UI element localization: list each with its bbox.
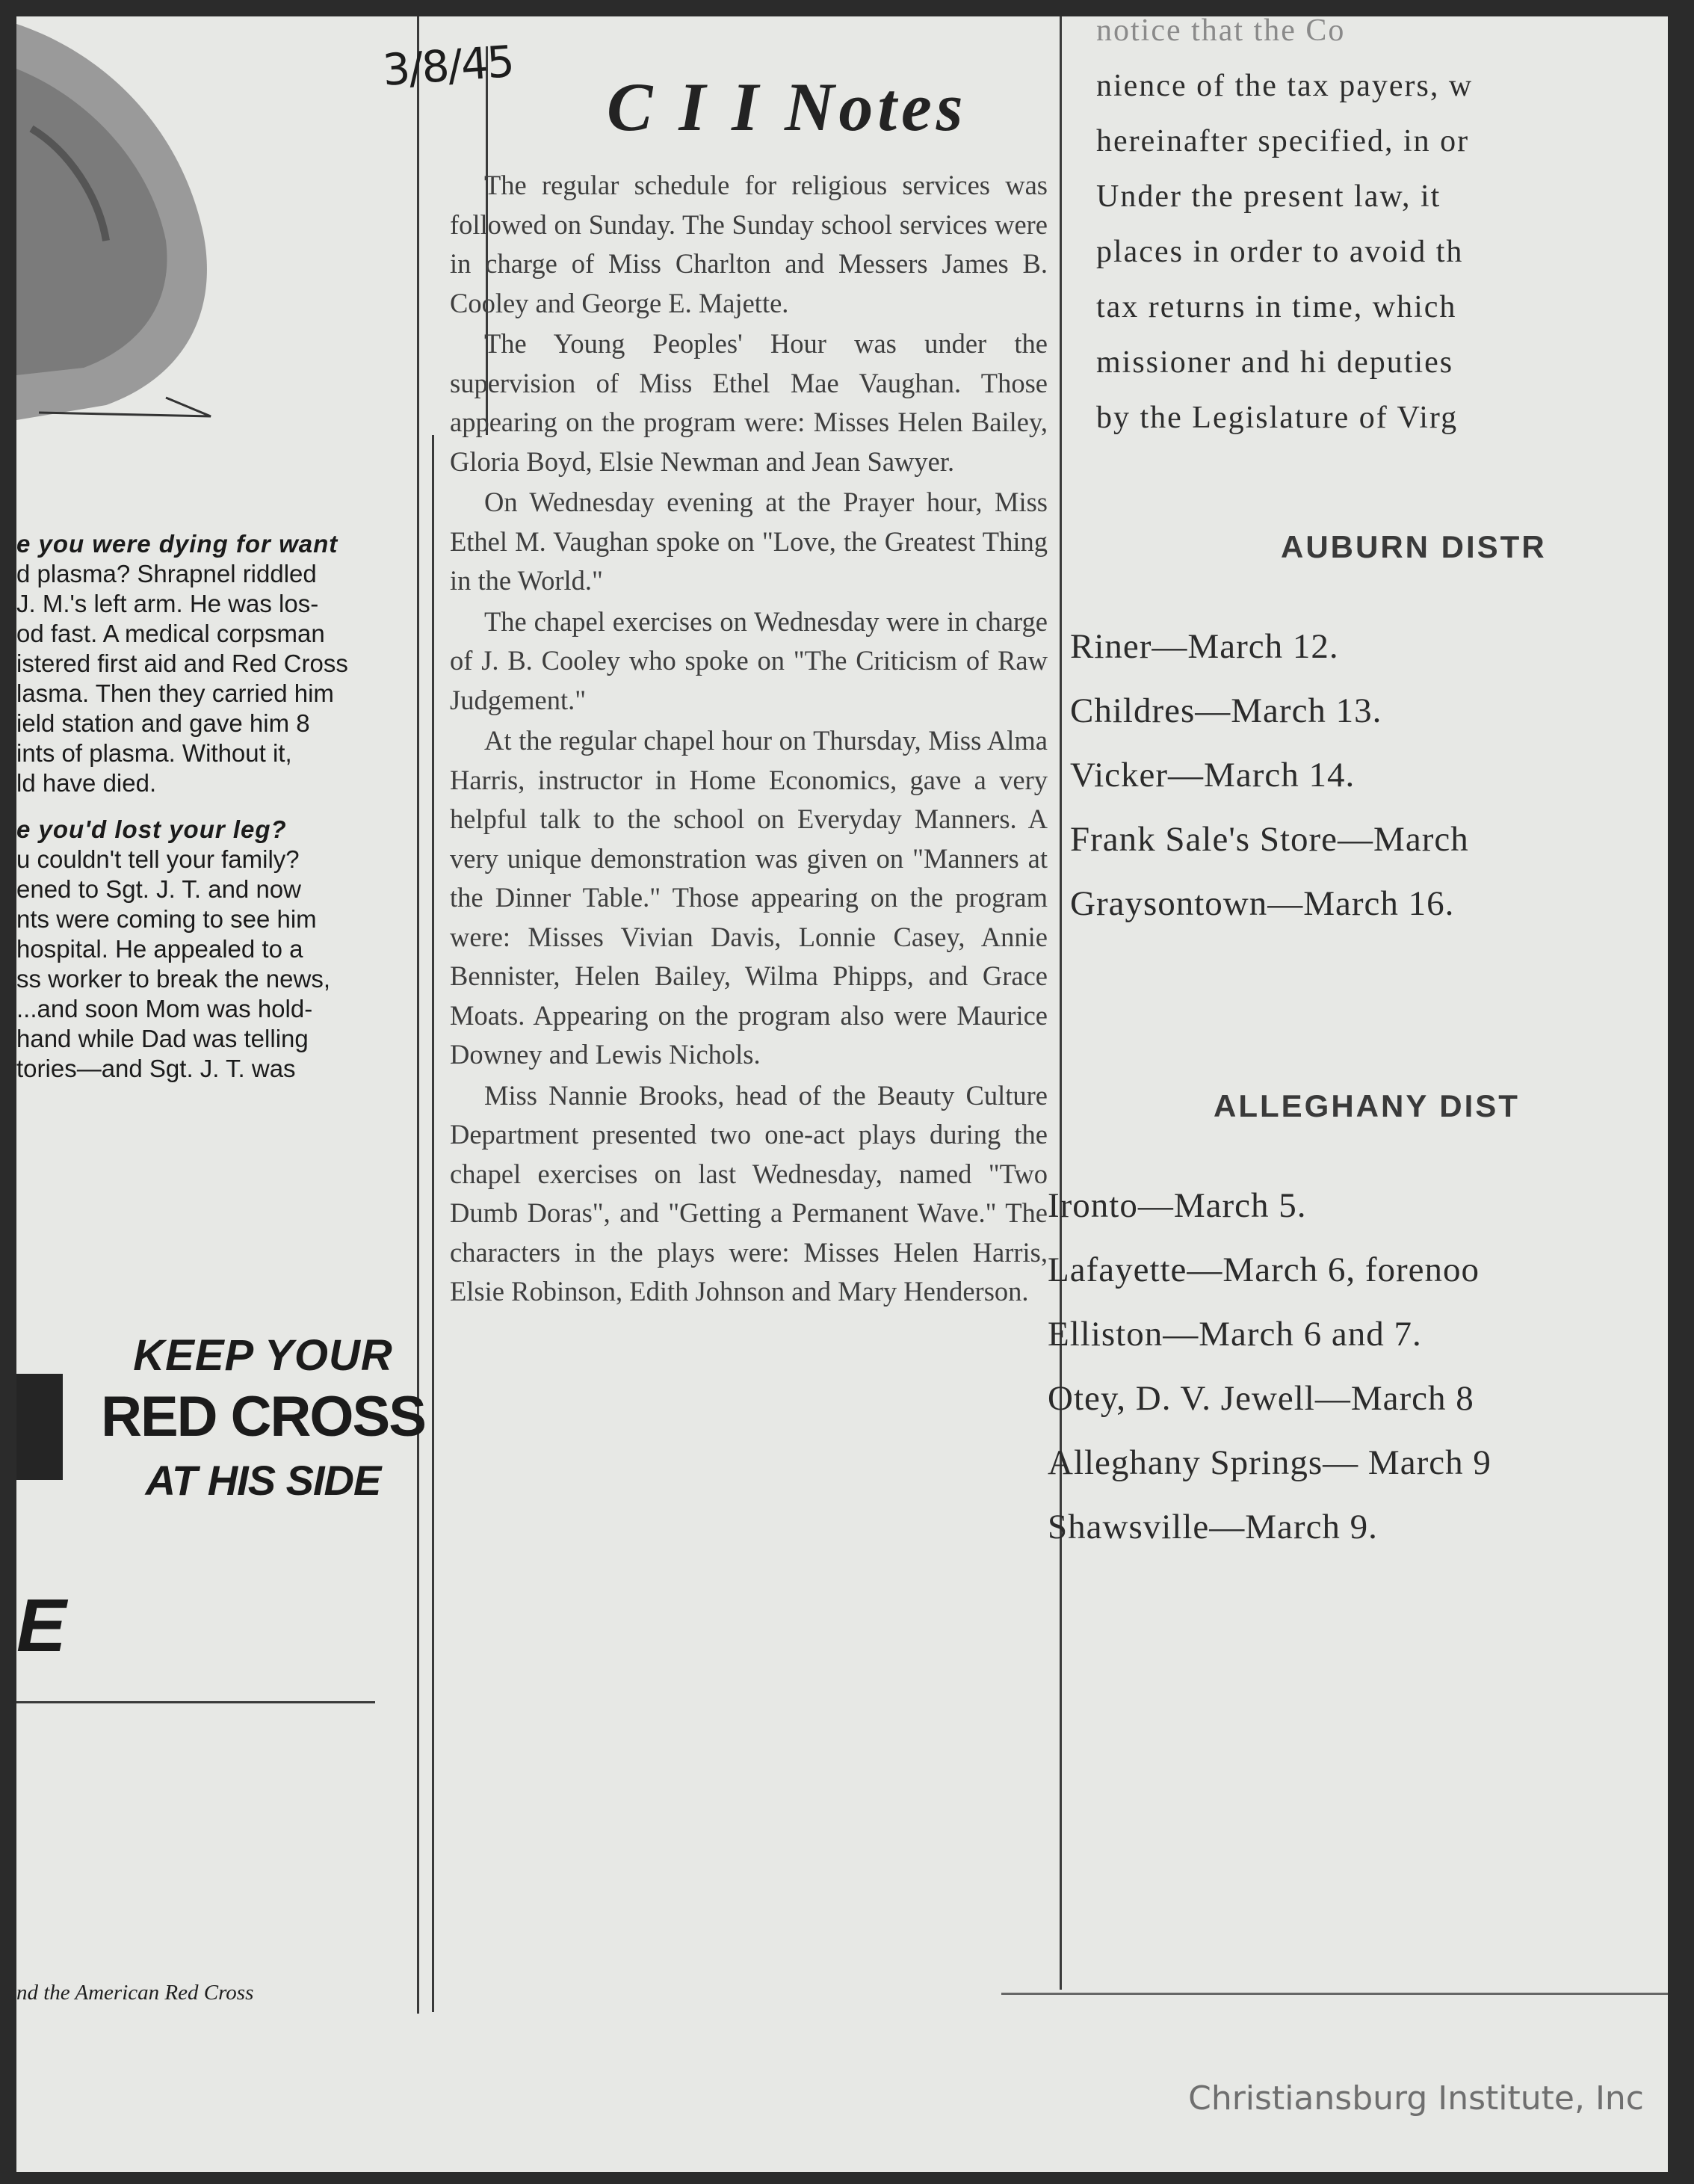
schedule-entry: Graysontown—March 16. xyxy=(1070,884,1455,923)
ad-line: istered first aid and Red Cross xyxy=(16,650,348,677)
ad-line: hospital. He appealed to a xyxy=(16,935,303,963)
notice-line: notice that the Co xyxy=(1096,13,1346,48)
schedule-entry: Alleghany Springs— March 9 xyxy=(1048,1443,1491,1482)
wounded-soldier-illustration xyxy=(16,24,233,442)
schedule-entry: Ironto—March 5. xyxy=(1048,1186,1307,1225)
column-title: C I I Notes xyxy=(607,69,968,145)
ad-line: tories—and Sgt. J. T. was xyxy=(16,1055,296,1082)
ad-big-letter: E xyxy=(16,1584,67,1668)
notice-bottom-rule xyxy=(1001,1993,1668,1995)
ad-credit-line: nd the American Red Cross xyxy=(16,1981,254,2005)
schedule-entry: Riner—March 12. xyxy=(1070,627,1339,666)
auburn-schedule xyxy=(1070,614,1469,936)
ad-line: ...and soon Mom was hold- xyxy=(16,995,313,1022)
ad-bottom-rule xyxy=(16,1701,375,1703)
ad-question-2: e you'd lost your leg? xyxy=(16,815,287,843)
column-rule-left xyxy=(417,16,419,2014)
schedule-entry: Childres—March 13. xyxy=(1070,691,1382,730)
notice-line: missioner and hi deputies xyxy=(1096,345,1454,380)
schedule-entry: Elliston—March 6 and 7. xyxy=(1048,1315,1422,1354)
schedule-entry: Vicker—March 14. xyxy=(1070,756,1355,795)
notice-line: Under the present law, it xyxy=(1096,179,1441,214)
schedule-entry: Frank Sale's Store—March xyxy=(1070,820,1469,859)
ad-line: ss worker to break the news, xyxy=(16,965,331,993)
notice-line: nience of the tax payers, w xyxy=(1096,69,1474,103)
ad-line: ints of plasma. Without it, xyxy=(16,739,292,767)
notice-line: tax returns in time, which xyxy=(1096,290,1457,324)
ad-dark-bar xyxy=(16,1374,63,1480)
notes-paragraph: The Young Peoples' Hour was under the supervision of Miss Ethel Mae Vaughan. Those appearing on the program were: Misses Helen Bailey, Gloria Boyd, Elsie Newman and Jean Sawyer. xyxy=(450,328,1048,477)
ad-line: lasma. Then they carried him xyxy=(16,679,334,707)
notice-line: places in order to avoid th xyxy=(1096,235,1464,269)
auburn-district-heading: AUBURN DISTR xyxy=(1281,529,1547,564)
notes-paragraph: Miss Nannie Brooks, head of the Beauty Culture Department presented two one-act plays during the chapel exercises on last Wednesday, named "Two Dumb Doras", and "Getting a Permanent Wave." The characters in the plays were: Misses Helen Harris, Elsie Robinson, Edith Johnson and Mary Henderson. xyxy=(450,1079,1048,1307)
alleghany-district-heading: ALLEGHANY DIST xyxy=(1214,1088,1520,1123)
ad-line: d plasma? Shrapnel riddled xyxy=(16,560,317,587)
handwritten-date: 3/8/45 xyxy=(380,35,515,96)
alleghany-schedule xyxy=(1048,1173,1491,1559)
notes-paragraph: On Wednesday evening at the Prayer hour, Miss Ethel M. Vaughan spoke on "Love, the Greatest Thing in the World." xyxy=(450,487,1048,596)
notes-paragraph: The chapel exercises on Wednesday were in charge of J. B. Cooley who spoke on "The Criticism of Raw Judgement." xyxy=(450,605,1048,715)
column-rule-middle xyxy=(432,435,434,2012)
ad-line: ened to Sgt. J. T. and now xyxy=(16,875,301,903)
newspaper-clipping xyxy=(16,13,1668,2172)
ad-line: od fast. A medical corpsman xyxy=(16,620,325,647)
ad-copy xyxy=(16,529,412,1084)
ad-line: u couldn't tell your family? xyxy=(16,845,300,873)
slogan-line-2: RED CROSS xyxy=(101,1385,425,1449)
schedule-entry: Otey, D. V. Jewell—March 8 xyxy=(1048,1379,1474,1418)
slogan-line-1: KEEP YOUR xyxy=(133,1331,393,1380)
notice-line: by the Legislature of Virg xyxy=(1096,401,1459,435)
slogan-line-3: AT HIS SIDE xyxy=(145,1457,381,1504)
tax-notice-intro xyxy=(1096,3,1694,445)
ad-line: hand while Dad was telling xyxy=(16,1025,309,1052)
schedule-entry: Lafayette—March 6, forenoo xyxy=(1048,1250,1480,1289)
column-rule-right xyxy=(1060,16,1062,1990)
ad-line: ield station and gave him 8 xyxy=(16,709,310,737)
notes-paragraph: At the regular chapel hour on Thursday, Miss Alma Harris, instructor in Home Economics, gave a very helpful talk to the school on Everyday Manners. A very unique demonstration was given on "Manners at the Dinner Table." Those appearing on the program were: Misses Vivian Davis, Lonnie Casey, Annie Bennister, Helen Bailey, Wilma Phipps, and Grace Moats. Appearing on the program also were Maurice Downey and Lewis Nichols. xyxy=(450,725,1048,1070)
ad-line: nts were coming to see him xyxy=(16,905,317,933)
ad-line: ld have died. xyxy=(16,769,157,797)
schedule-entry: Shawsville—March 9. xyxy=(1048,1508,1378,1546)
cii-notes-body xyxy=(450,166,1048,1313)
ad-question-1: e you were dying for want xyxy=(16,530,339,558)
notice-line: hereinafter specified, in or xyxy=(1096,124,1470,158)
notes-paragraph: The regular schedule for religious services was followed on Sunday. The Sunday school services were in charge of Miss Charlton and Messers James B. Cooley and George E. Majette. xyxy=(450,170,1048,318)
ad-line: J. M.'s left arm. He was los- xyxy=(16,590,319,617)
archive-watermark: Christiansburg Institute, Inc xyxy=(1188,2079,1644,2117)
